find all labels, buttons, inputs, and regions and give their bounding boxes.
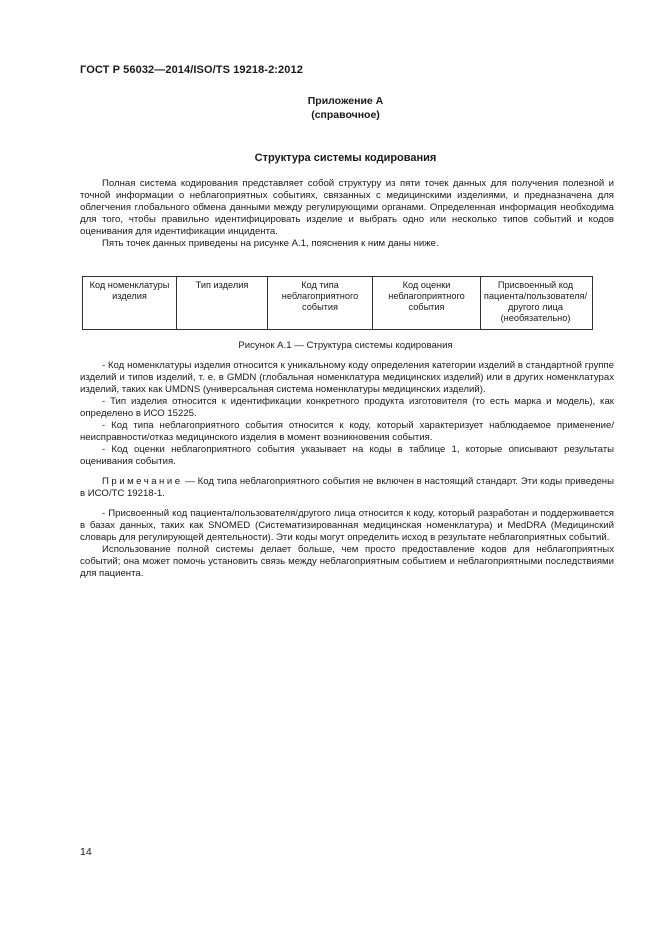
explanation-patient-code: - Присвоенный код пациента/пользователя/другого лица относится к коду, который разработан и поддерживается в базах данных, таких как SNOMED (Систематизированная медицинская номенклатура) и MedDRA (Медицинский словарь для регулирующей деятельности). Эти коды могут определить исход в результате неблагоприятных событий. <box>80 508 614 543</box>
explanation-event-type: - Код типа неблагоприятного события относится к коду, который характеризует наблюдаемое применение/ неисправности/отказ медицинского изделия в момент возникновения события. <box>80 420 614 443</box>
document-header: ГОСТ Р 56032—2014/ISO/TS 19218-2:2012 <box>80 64 303 76</box>
diagram-cell-nomenclature-code: Код номенклатуры изделия <box>83 277 177 329</box>
figure-caption-text: Рисунок А.1 — Структура системы кодирования <box>238 340 453 351</box>
annex-title: Приложение А <box>307 95 384 107</box>
annex-heading <box>0 94 661 122</box>
diagram-cell-device-type: Тип изделия <box>177 277 268 329</box>
intro-text <box>80 178 614 250</box>
note-text: — Код типа неблагоприятного события не включен в настоящий стандарт. Эти коды приведены в ИСО/ТС 19218-1. <box>80 476 614 499</box>
explanations <box>80 360 614 580</box>
explanation-nomenclature: - Код номенклатуры изделия относится к уникальному коду определения категории изделий в стандартной группе изделий и типов изделий, т. е. в GMDN (глобальная номенклатура медицинских изделий) или в других номенклатурах изделий, таких как UMDNS (универсальная система номенклатуры медицинских изделий). <box>80 360 614 395</box>
figure-caption <box>0 340 661 351</box>
explanation-device-type: - Тип изделия относится к идентификации конкретного продукта изготовителя (то есть марка и модель), как определено в ИСО 15225. <box>80 396 614 419</box>
explanation-evaluation: - Код оценки неблагоприятного события указывает на коды в таблице 1, которые описывают результаты оценивания события. <box>80 444 614 467</box>
coding-structure-diagram <box>82 276 593 330</box>
diagram-cell-event-type-code: Код типа неблагоприятного события <box>268 277 373 329</box>
section-title-text: Структура системы кодирования <box>254 152 437 164</box>
diagram-cell-patient-code: Присвоенный код пациента/пользователя/ другого лица (необязательно) <box>483 280 588 323</box>
diagram-cell-evaluation-code: Код оценки неблагоприятного события <box>373 277 481 329</box>
intro-paragraph: Полная система кодирования представляет собой структуру из пяти точек данных для получения полезной и точной информации о неблагоприятных событиях, связанных с медицинскими изделиями, и предназначена для облегчения глобального обмена данными между регулирующими органами. Определенная информация необходима для того, чтобы правильно идентифицировать изделие и выбрать одно или несколько типов событий и кодов оценивания для идентификации инцидента. <box>80 178 614 237</box>
section-title <box>0 152 661 164</box>
intro-paragraph: Пять точек данных приведены на рисунке А.1, пояснения к ним даны ниже. <box>102 238 439 249</box>
conclusion-paragraph: Использование полной системы делает больше, чем просто предоставление кодов для неблагоприятных событий; она может помочь установить связь между неблагоприятным событием и неблагоприятными последствиями для пациента. <box>80 544 614 579</box>
note-paragraph <box>80 476 614 500</box>
page-number: 14 <box>80 846 92 858</box>
note-label: Примечание <box>102 476 183 487</box>
annex-subtitle: (справочное) <box>311 109 380 121</box>
